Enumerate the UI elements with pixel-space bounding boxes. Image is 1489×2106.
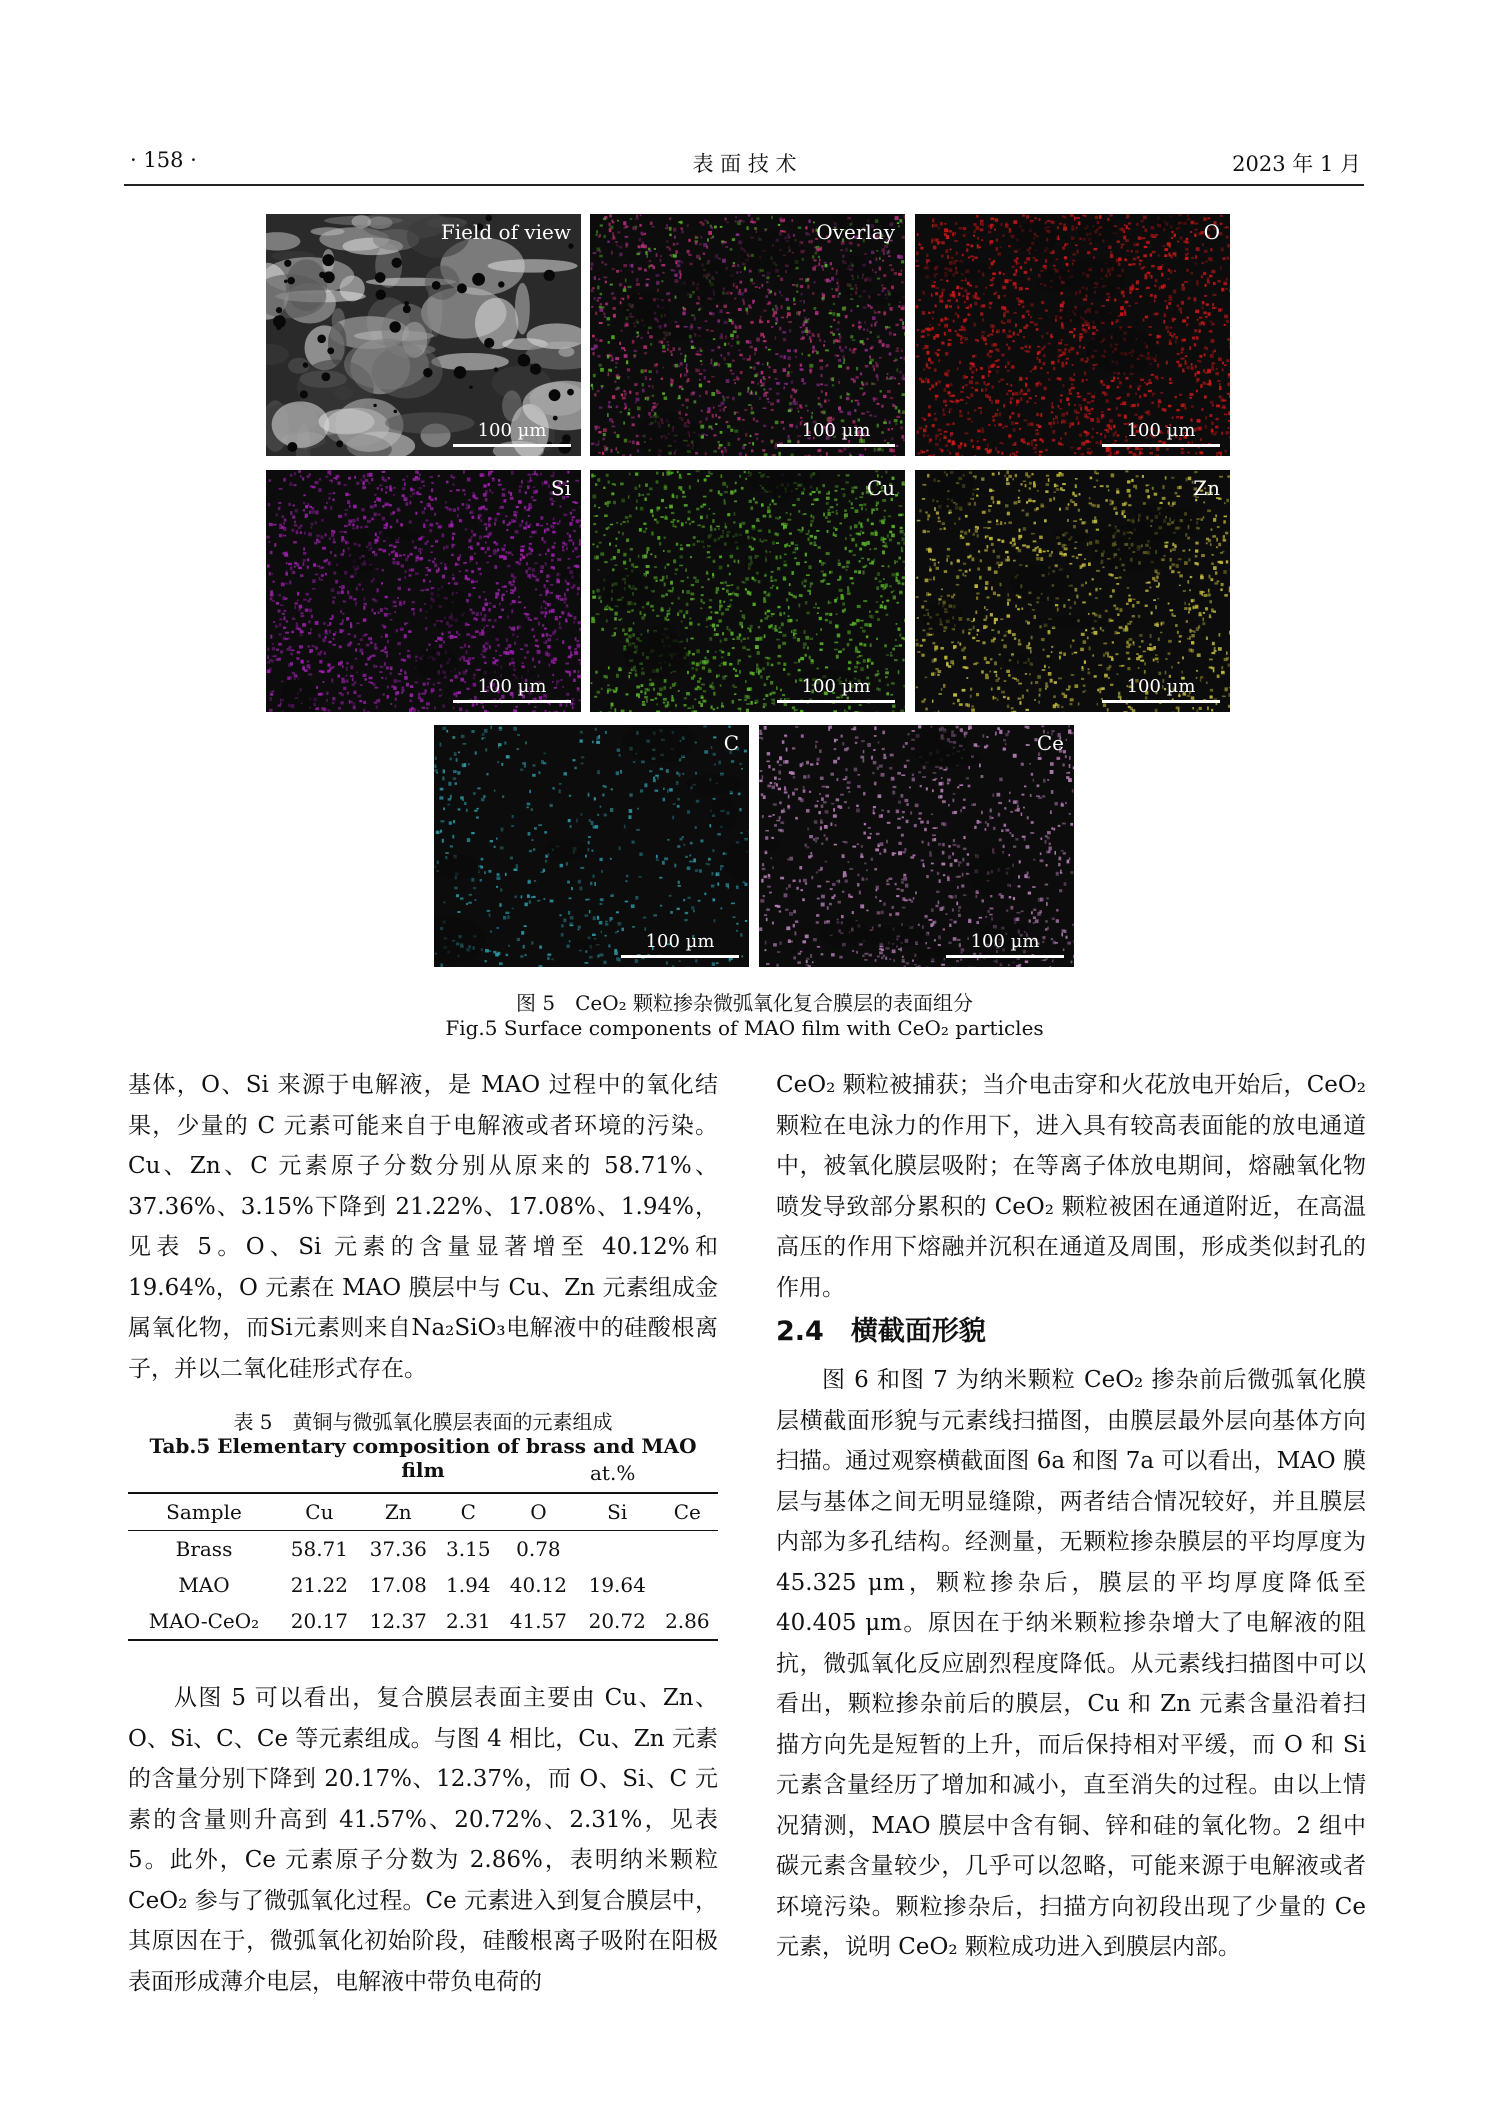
panel-ce <box>759 725 1074 967</box>
table-cell: 19.64 <box>588 1573 646 1597</box>
table-cell <box>657 1531 718 1568</box>
table-cell: Brass <box>175 1537 233 1561</box>
scale-bar-label: 100 µm <box>477 420 547 441</box>
panel-si <box>266 470 581 712</box>
scale-bar <box>777 676 895 703</box>
body-paragraph: 图 6 和图 7 为纳米颗粒 CeO₂ 掺杂前后微弧氧化膜层横截面形貌与元素线扫描图，由膜层最外层向基体方向扫描。通过观察横截面图 6a 和图 7a 可以看出，MAO 膜层与基体之间无明显缝隙，两者结合情况较好，并且膜层内部为多孔结构。经测量，无颗粒掺杂膜层的平均厚度为 45.325 μm，颗粒掺杂后，膜层的平均厚度降低至 40.405 μm。原因在于纳米颗粒掺杂增大了电解液的阻抗，微弧氧化反应剧烈程度降低。从元素线扫描图中可以看出，颗粒掺杂前后的膜层，Cu 和 Zn 元素含量沿着扫描方向先是短暂的上升，而后保持相对平缓，而 O 和 Si 元素含量经历了增加和减小，直至消失的过程。由以上情况猜测，MAO 膜层中含有铜、锌和硅的氧化物。2 组中碳元素含量较少，几乎可以忽略，可能来源于电解液或者环境污染。颗粒掺杂后，扫描方向初段出现了少量的 Ce 元素，说明 CeO₂ 颗粒成功进入到膜层内部。 <box>776 1367 1366 1960</box>
panel-label: Overlay <box>816 220 895 244</box>
table-cell: 21.22 <box>290 1573 349 1597</box>
panel-label: Ce <box>1036 731 1064 755</box>
table-cell: 2.31 <box>438 1603 499 1640</box>
table-cell: 3.15 <box>446 1537 491 1561</box>
table-caption-cn: 表 5 黄铜与微弧氧化膜层表面的元素组成 <box>233 1410 613 1434</box>
table-cell: 41.57 <box>499 1603 578 1640</box>
body-paragraph: CeO₂ 颗粒被捕获；当介电击穿和火花放电开始后，CeO₂ 颗粒在电泳力的作用下，进入具有较高表面能的放电通道中，被氧化膜层吸附；在等离子体放电期间，熔融氧化物喷发导致部分累积的 CeO₂ 颗粒被困在通道附近，在高温高压的作用下熔融并沉积在通道及周围，形成类似封孔的作用。 <box>776 1072 1366 1301</box>
table-cell: 2.86 <box>657 1603 718 1640</box>
table-row <box>128 1567 718 1603</box>
scale-bar-label: 100 µm <box>1126 676 1196 697</box>
scale-bar <box>1102 676 1220 703</box>
right-column-bottom <box>776 1360 1366 1968</box>
table-cell <box>657 1567 718 1603</box>
scale-bar-label: 100 µm <box>801 676 871 697</box>
header-cell: Ce <box>657 1493 718 1531</box>
table-cell: 12.37 <box>359 1603 438 1640</box>
table-cell: 0.78 <box>516 1537 561 1561</box>
table-caption-en: Tab.5 Elementary composition of brass and MAO film <box>149 1434 697 1482</box>
table-row <box>128 1531 718 1568</box>
scale-bar-label: 100 µm <box>477 676 547 697</box>
panel-label: Si <box>550 476 571 500</box>
table-cell <box>578 1531 657 1568</box>
panel-o <box>915 214 1230 456</box>
scale-bar-label: 100 µm <box>645 931 715 952</box>
panel-overlay <box>590 214 905 456</box>
table-row <box>128 1603 718 1640</box>
scale-bar-label: 100 µm <box>1126 420 1196 441</box>
table-cell: 40.12 <box>509 1573 568 1597</box>
left-column-bottom <box>128 1678 718 2002</box>
panel-field-of-view <box>266 214 581 456</box>
header-cell: C <box>438 1493 499 1531</box>
table-cell: 20.17 <box>280 1603 359 1640</box>
table-cell: MAO-CeO₂ <box>128 1603 280 1640</box>
body-paragraph: 从图 5 可以看出，复合膜层表面主要由 Cu、Zn、O、Si、C、Ce 等元素组成。与图 4 相比，Cu、Zn 元素的含量分别下降到 20.17%、12.37%，而 O、Si、C 元素的含量则升高到 41.57%、20.72%、2.31%，见表 5。此外，Ce 元素原子分数为 2.86%，表明纳米颗粒 CeO₂ 参与了微弧氧化过程。Ce 元素进入到复合膜层中，其原因在于，微弧氧化初始阶段，硅酸根离子吸附在阳极表面形成薄介电层，电解液中带负电荷的 <box>128 1685 718 1995</box>
header-cell: Cu <box>280 1493 359 1531</box>
header-cell: Si <box>578 1493 657 1531</box>
table-cell: 1.94 <box>446 1573 491 1597</box>
section-heading: 2.4 横截面形貌 <box>776 1316 986 1347</box>
scale-bar-label: 100 µm <box>970 931 1040 952</box>
panel-cu <box>590 470 905 712</box>
table-cell: MAO <box>178 1573 230 1597</box>
right-column-top <box>776 1065 1366 1308</box>
panel-label: C <box>723 731 739 755</box>
figure-caption-cn: 图 5 CeO₂ 颗粒掺杂微弧氧化复合膜层的表面组分 <box>516 991 973 1015</box>
header-cell: O <box>499 1493 578 1531</box>
scale-bar <box>453 676 571 703</box>
composition-table <box>128 1492 718 1641</box>
scale-bar-label: 100 µm <box>801 420 871 441</box>
table-header-row <box>128 1493 718 1531</box>
issue-date: 2023 年 1 月 <box>1232 152 1361 176</box>
panel-zn <box>915 470 1230 712</box>
scale-bar <box>621 931 739 958</box>
header-rule <box>124 184 1364 186</box>
left-column-top <box>128 1065 718 1389</box>
scale-bar <box>946 931 1064 958</box>
page-number: · 158 · <box>130 148 197 172</box>
table-unit: at.% <box>590 1461 636 1485</box>
table-cell: 17.08 <box>369 1573 427 1597</box>
panel-label: Zn <box>1193 476 1220 500</box>
table-cell: 58.71 <box>290 1537 349 1561</box>
figure-caption-en: Fig.5 Surface components of MAO film with CeO₂ particles <box>445 1016 1044 1040</box>
header-cell: Sample <box>128 1493 280 1531</box>
panel-label: Cu <box>866 476 895 500</box>
table-cell: 20.72 <box>578 1603 657 1640</box>
scale-bar <box>777 420 895 447</box>
body-paragraph: 基体，O、Si 来源于电解液，是 MAO 过程中的氧化结果，少量的 C 元素可能来自于电解液或者环境的污染。Cu、Zn、C 元素原子分数分别从原来的 58.71%、37.36%、3.15%下降到 21.22%、17.08%、1.94%，见表 5。O、Si 元素的含量显著增至 40.12%和 19.64%，O 元素在 MAO 膜层中与 Cu、Zn 元素组成金属氧化物，而Si元素则来自Na₂SiO₃电解液中的硅酸根离子，并以二氧化硅形式存在。 <box>128 1072 718 1382</box>
table-cell: 37.36 <box>369 1537 427 1561</box>
journal-title: 表 面 技 术 <box>692 152 797 176</box>
panel-c <box>434 725 749 967</box>
scale-bar <box>453 420 571 447</box>
header-cell: Zn <box>359 1493 438 1531</box>
panel-label: O <box>1203 220 1220 244</box>
panel-label: Field of view <box>440 220 571 244</box>
scale-bar <box>1102 420 1220 447</box>
